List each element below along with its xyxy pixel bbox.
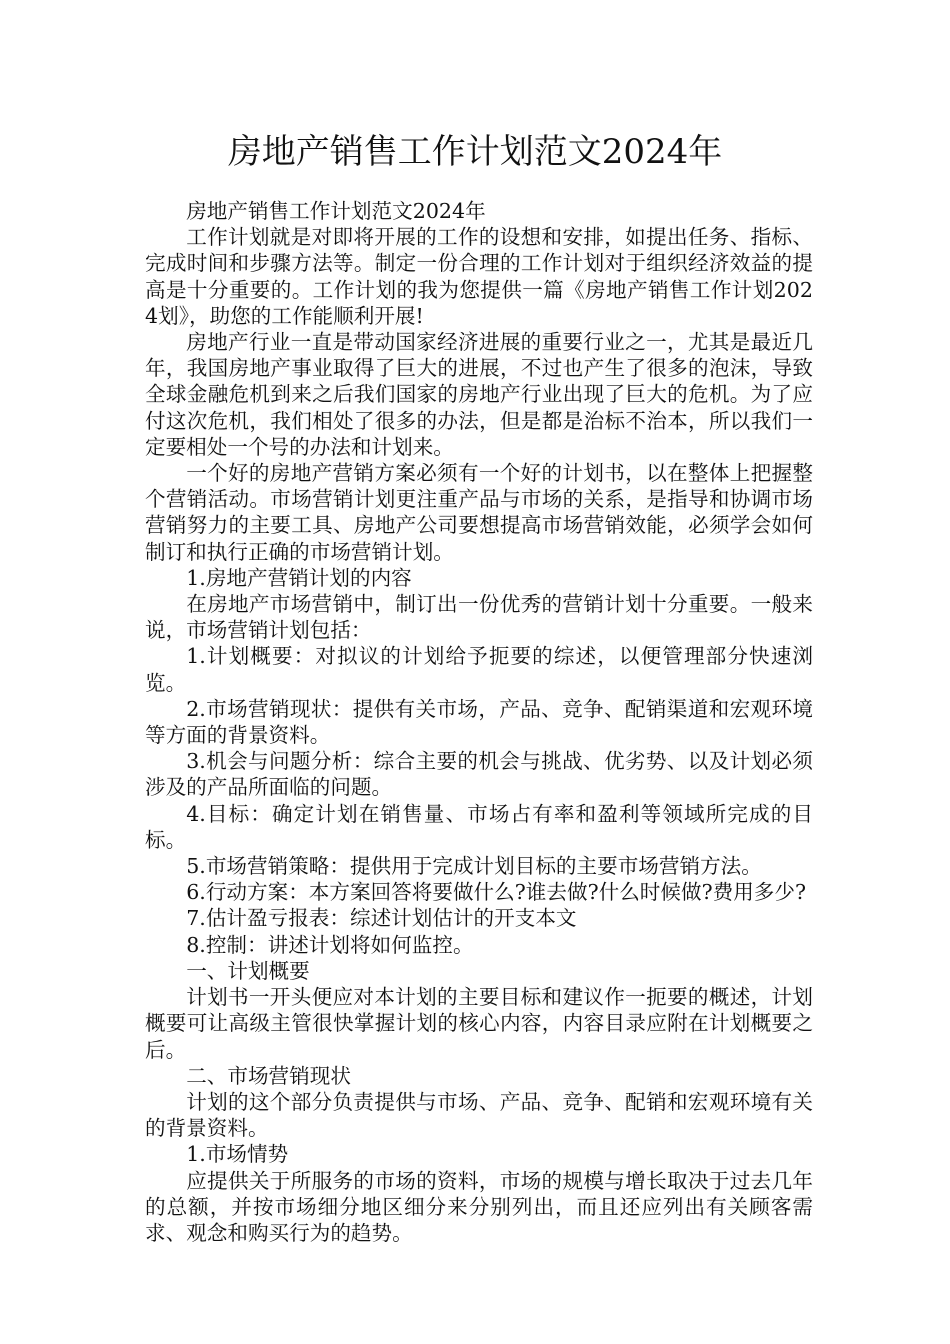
list-item-control: 8.控制：讲述计划将如何监控。	[186, 932, 474, 957]
paragraph-status: 计划的这个部分负责提供与市场、产品、竞争、配销和宏观环境有关的背景资料。	[145, 1089, 813, 1141]
list-item-summary: 1.计划概要：对拟议的计划给予扼要的综述，以便管理部分快速浏览。	[145, 644, 813, 695]
list-item-action: 6.行动方案：本方案回答将要做什么?谁去做?什么时候做?费用多少?	[186, 880, 807, 905]
paragraph-intro: 工作计划就是对即将开展的工作的设想和安排，如提出任务、指标、完成时间和步骤方法等。制定一份合理的工作计划对于组织经济效益的提高是十分重要的。工作计划的我为您提供一篇《房地产销售工作计划2024划》，助您的工作能顺利开展!	[145, 225, 813, 328]
list-item-strategy: 5.市场营销策略：提供用于完成计划目标的主要市场营销方法。	[186, 854, 762, 879]
paragraph-summary: 计划书一开头便应对本计划的主要目标和建议作一扼要的概述，计划概要可让高级主管很快掌握计划的核心内容，内容目录应附在计划概要之后。	[145, 985, 813, 1062]
paragraph-plan-importance: 一个好的房地产营销方案必须有一个好的计划书，以在整体上把握整个营销活动。市场营销计划更注重产品与市场的关系，是指导和协调市场营销努力的主要工具、房地产公司要想提高市场营销效能，必须学会如何制订和执行正确的市场营销计划。	[145, 461, 813, 564]
section-heading-content: 1.房地产营销计划的内容	[186, 565, 412, 590]
paragraph-market: 应提供关于所服务的市场的资料，市场的规模与增长取决于过去几年的总额，并按市场细分地区细分来分别列出，而且还应列出有关顾客需求、观念和购买行为的趋势。	[145, 1168, 813, 1245]
section-heading-summary: 一、计划概要	[186, 958, 310, 983]
paragraph-plan-includes: 在房地产市场营销中，制订出一份优秀的营销计划十分重要。一般来说，市场营销计划包括：	[145, 592, 813, 643]
paragraph-industry: 房地产行业一直是带动国家经济进展的重要行业之一，尤其是最近几年，我国房地产事业取得了巨大的进展，不过也产生了很多的泡沫，导致全球金融危机到来之后我们国家的房地产行业出现了巨大的危机。为了应付这次危机，我们相处了很多的办法，但是都是治标不治本，所以我们一定要相处一个号的办法和计划来。	[145, 330, 813, 459]
paragraph-subtitle: 房地产销售工作计划范文2024年	[186, 199, 486, 223]
document-body	[145, 198, 813, 1246]
section-heading-status: 二、市场营销现状	[186, 1063, 351, 1088]
list-item-goals: 4.目标：确定计划在销售量、市场占有率和盈利等领域所完成的目标。	[145, 801, 813, 852]
list-item-status: 2.市场营销现状：提供有关市场，产品、竞争、配销渠道和宏观环境等方面的背景资料。	[145, 696, 813, 748]
list-item-analysis: 3.机会与问题分析：综合主要的机会与挑战、优劣势、以及计划必须涉及的产品所面临的问题。	[145, 749, 813, 800]
list-item-profit-loss: 7.估计盈亏报表：综述计划估计的开支本文	[186, 906, 577, 931]
document-title: 房地产销售工作计划范文2024年	[227, 132, 723, 172]
subsection-heading-market: 1.市场情势	[186, 1142, 289, 1167]
